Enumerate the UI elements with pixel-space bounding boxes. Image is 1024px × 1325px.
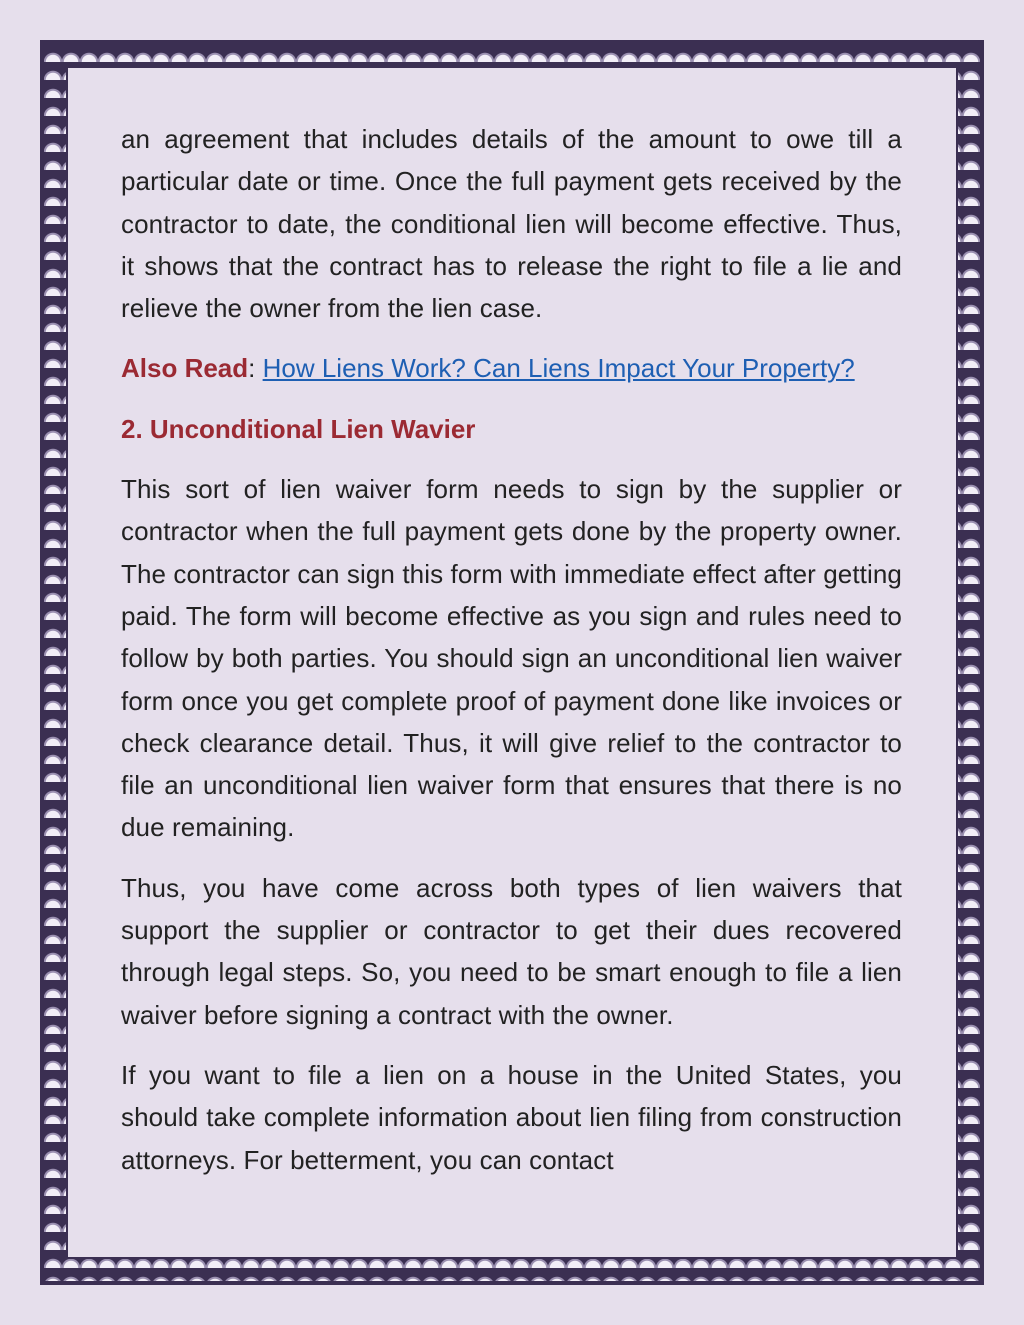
paragraph-summary: Thus, you have come across both types of lien waivers that support the supplier or contractor to get their dues recovered through legal steps. So, you need to be smart enough to file a lien waiver before signing a contract with the owner. (121, 872, 902, 1030)
also-read-label: Also Read (121, 353, 249, 384)
also-read-line (121, 347, 902, 389)
also-read-separator: : (248, 353, 263, 384)
paragraph-unconditional-lien: This sort of lien waiver form needs to sign by the supplier or contractor when the full payment gets done by the property owner. The contractor can sign this form with immediate effect after getting paid. The form will become effective as you sign and rules need to follow by both parties. You should sign an unconditional lien waiver form once you get complete proof of payment done like invoices or check clearance detail. Thus, it will give relief to the contractor to file an unconditional lien waiver form that ensures that there is no due remaining. (121, 474, 902, 843)
also-read-link[interactable]: How Liens Work? Can Liens Impact Your Property? (262, 353, 855, 384)
document-body (121, 118, 902, 1199)
section-heading-unconditional-lien: 2. Unconditional Lien Wavier (121, 413, 476, 444)
paragraph-conditional-lien-end: an agreement that includes details of the amount to owe till a particular date or time. Once the full payment gets received by the contractor to date, the conditional lien will become effective. Thus, it shows that the contract has to release the right to file a lie and relieve the owner from the lien case. (121, 124, 902, 324)
paragraph-contact: If you want to file a lien on a house in the United States, you should take complete information about lien filing from construction attorneys. For betterment, you can contact (121, 1059, 902, 1175)
